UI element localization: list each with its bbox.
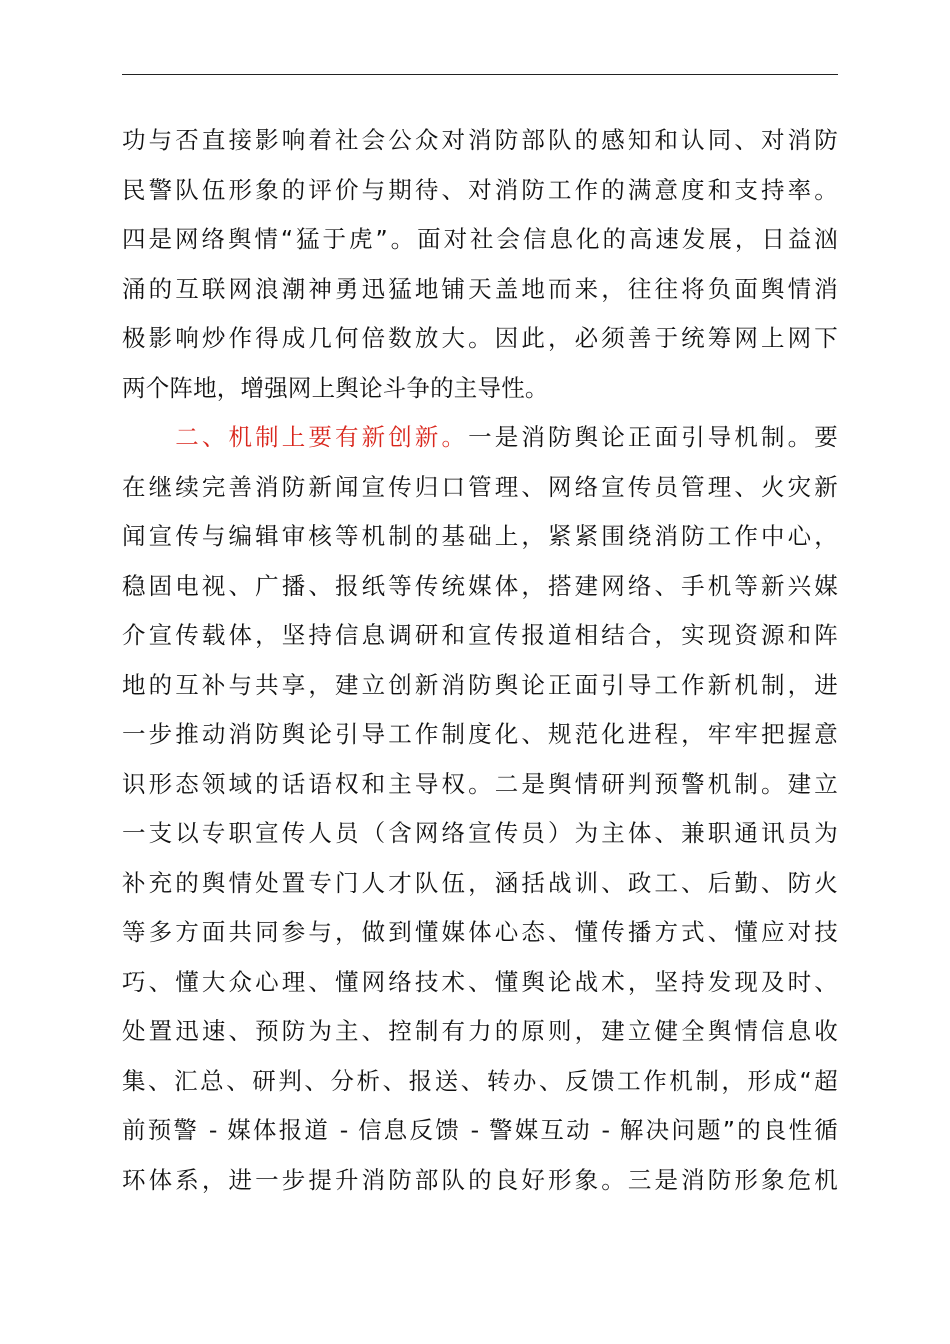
- text-line: 一步推动消防舆论引导工作制度化、规范化进程，牢牢把握意: [122, 720, 838, 748]
- text-line: 民警队伍形象的评价与期待、对消防工作的满意度和支持率。: [122, 175, 838, 204]
- text-line: 等多方面共同参与，做到懂媒体心态、懂传播方式、懂应对技: [122, 918, 838, 946]
- text-line: 巧、懂大众心理、懂网络技术、懂舆论战术，坚持发现及时、: [122, 967, 838, 996]
- text-line: 介宣传载体，坚持信息调研和宣传报道相结合，实现资源和阵: [122, 621, 838, 649]
- text-line: 在继续完善消防新闻宣传归口管理、网络宣传员管理、火灾新: [122, 472, 838, 501]
- text-line: 四是网络舆情“猛于虎”。面对社会信息化的高速发展，日益汹: [122, 225, 838, 253]
- text-line: 前预警 - 媒体报道 - 信息反馈 - 警媒互动 - 解决问题”的良性循: [122, 1116, 838, 1144]
- text-line: 识形态领域的话语权和主导权。二是舆情研判预警机制。建立: [122, 769, 838, 798]
- text-line: 处置迅速、预防为主、控制有力的原则，建立健全舆情信息收: [122, 1017, 838, 1045]
- text-line: 环体系，进一步提升消防部队的良好形象。三是消防形象危机: [122, 1165, 838, 1194]
- text-line: 补充的舆情处置专门人才队伍，涵括战训、政工、后勤、防火: [122, 868, 838, 897]
- header-rule: [122, 74, 838, 75]
- text-line: 两个阵地，增强网上舆论斗争的主导性。: [122, 373, 549, 402]
- section-heading-line: [122, 413, 838, 463]
- text-line: 集、汇总、研判、分析、报送、转办、反馈工作机制，形成“超: [122, 1066, 838, 1095]
- text-line: 闻宣传与编辑审核等机制的基础上，紧紧围绕消防工作中心，: [122, 522, 838, 550]
- text-line: 极影响炒作得成几何倍数放大。因此，必须善于统筹网上网下: [122, 324, 838, 352]
- section-heading: 二、机制上要有新创新。: [175, 423, 469, 451]
- text-line: 涌的互联网浪潮神勇迅猛地铺天盖地而来，往往将负面舆情消: [122, 274, 838, 303]
- text-line: 一支以专职宣传人员（含网络宣传员）为主体、兼职通讯员为: [122, 819, 838, 847]
- body-text: [122, 116, 838, 1205]
- text-line: 地的互补与共享，建立创新消防舆论正面引导工作新机制，进: [122, 670, 838, 699]
- text-line: 功与否直接影响着社会公众对消防部队的感知和认同、对消防: [122, 126, 838, 154]
- text-line: 稳固电视、广播、报纸等传统媒体，搭建网络、手机等新兴媒: [122, 571, 838, 600]
- section-heading-rest: 一是消防舆论正面引导机制。要: [468, 423, 838, 451]
